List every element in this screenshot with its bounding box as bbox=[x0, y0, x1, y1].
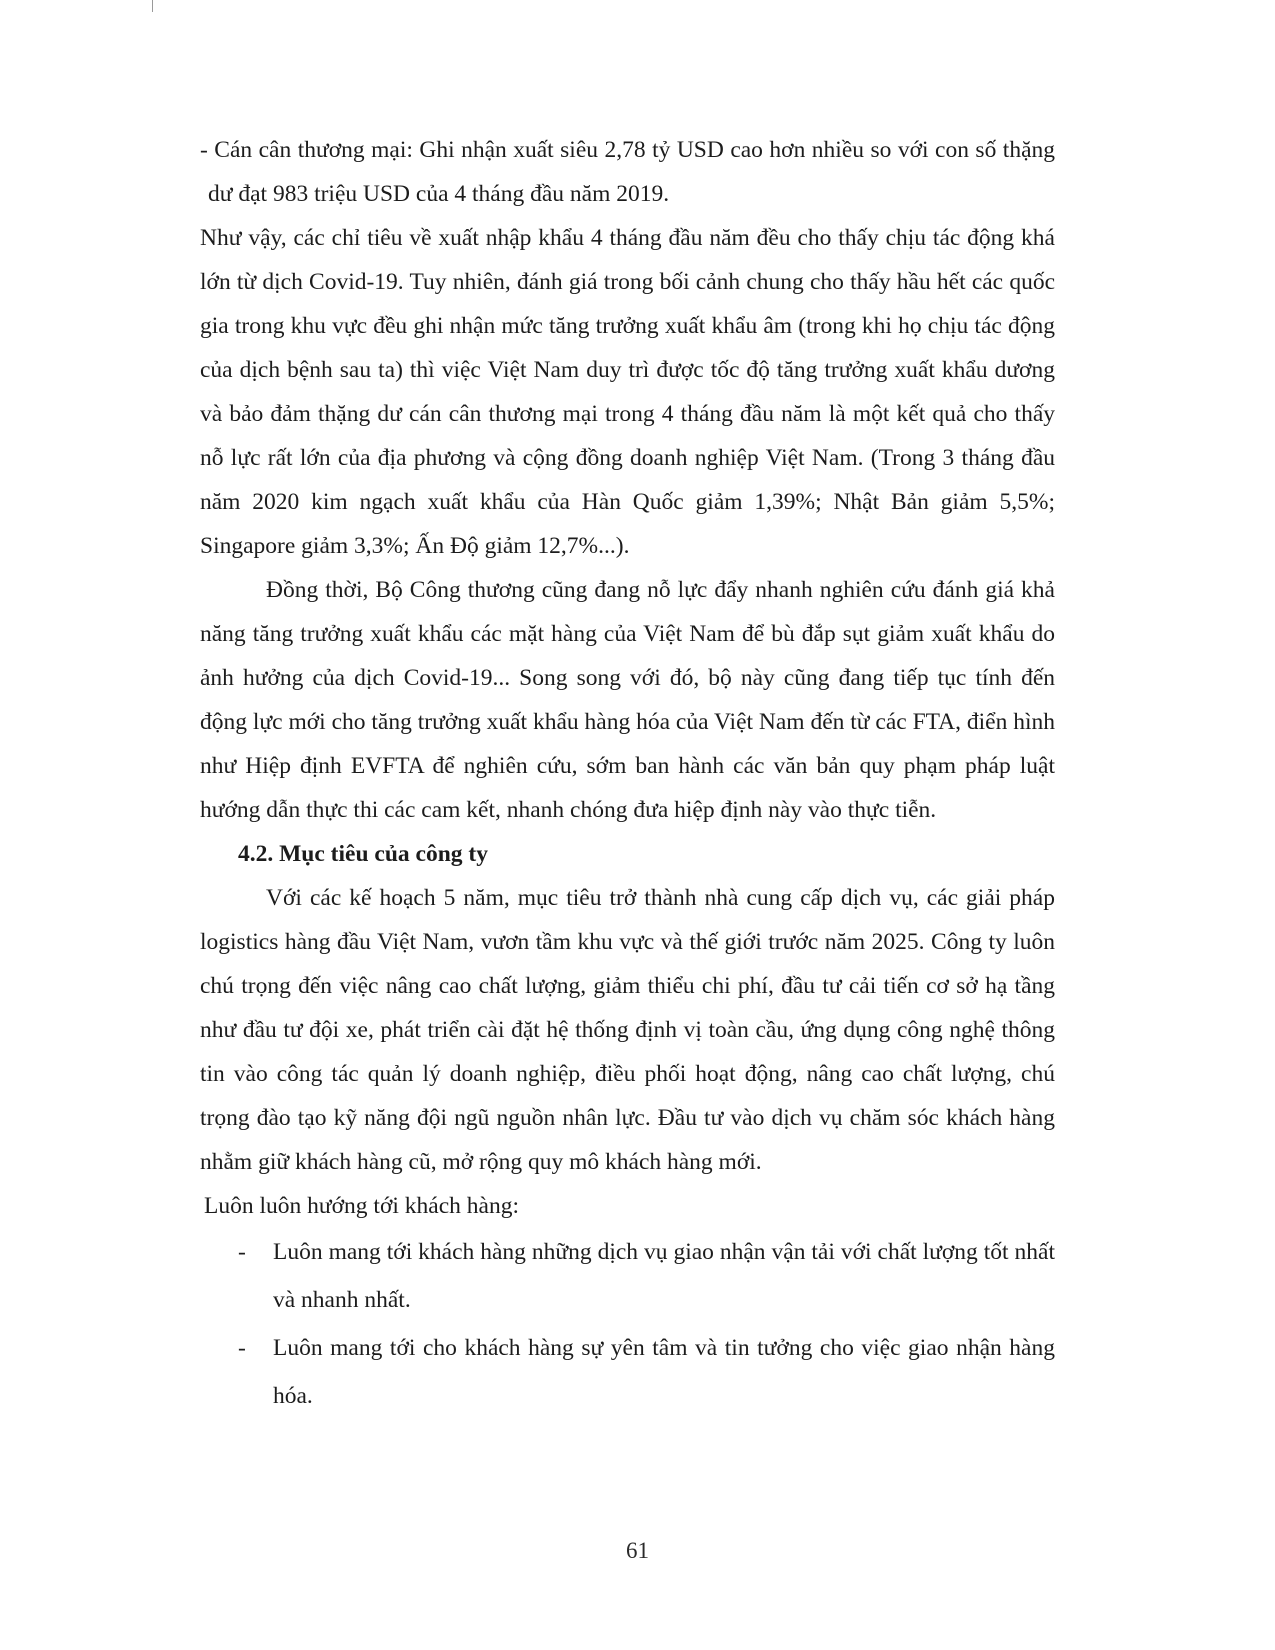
summary-paragraph: Như vậy, các chỉ tiêu về xuất nhập khẩu 4 tháng đầu năm đều cho thấy chịu tác động khá lớn từ dịch Covid-19. Tuy nhiên, đánh giá trong bối cảnh chung cho thấy hầu hết các quốc gia trong khu vực đều ghi nhận mức tăng trưởng xuất khẩu âm (trong khi họ chịu tác động của dịch bệnh sau ta) thì việc Việt Nam duy trì được tốc độ tăng trưởng xuất khẩu dương và bảo đảm thặng dư cán cân thương mại trong 4 tháng đầu năm là một kết quả cho thấy nỗ lực rất lớn của địa phương và cộng đồng doanh nghiệp Việt Nam. (Trong 3 tháng đầu năm 2020 kim ngạch xuất khẩu của Hàn Quốc giảm 1,39%; Nhật Bản giảm 5,5%; Singapore giảm 3,3%; Ấn Độ giảm 12,7%...). bbox=[200, 225, 1055, 559]
scan-mark bbox=[152, 0, 153, 12]
bullet-item bbox=[200, 1324, 1055, 1420]
bullet-dash: - bbox=[238, 1239, 246, 1265]
section-heading: 4.2. Mục tiêu của công ty bbox=[238, 841, 488, 867]
page-body bbox=[200, 128, 1055, 1420]
bullet-dash: - bbox=[238, 1335, 246, 1361]
goals-paragraph: Với các kế hoạch 5 năm, mục tiêu trở thành nhà cung cấp dịch vụ, các giải pháp logistics hàng đầu Việt Nam, vươn tầm khu vực và thế giới trước năm 2025. Công ty luôn chú trọng đến việc nâng cao chất lượng, giảm thiểu chi phí, đầu tư cải tiến cơ sở hạ tầng như đầu tư đội xe, phát triển cài đặt hệ thống định vị toàn cầu, ứng dụng công nghệ thông tin vào công tác quản lý doanh nghiệp, điều phối hoạt động, nâng cao chất lượng, chú trọng đào tạo kỹ năng đội ngũ nguồn nhân lực. Đầu tư vào dịch vụ chăm sóc khách hàng nhằm giữ khách hàng cũ, mở rộng quy mô khách hàng mới. bbox=[200, 885, 1055, 1175]
ministry-paragraph: Đồng thời, Bộ Công thương cũng đang nỗ lực đẩy nhanh nghiên cứu đánh giá khả năng tăng trưởng xuất khẩu các mặt hàng của Việt Nam để bù đắp sụt giảm xuất khẩu do ảnh hưởng của dịch Covid-19... Song song với đó, bộ này cũng đang tiếp tục tính đến động lực mới cho tăng trưởng xuất khẩu hàng hóa của Việt Nam đến từ các FTA, điển hình như Hiệp định EVFTA để nghiên cứu, sớm ban hành các văn bản quy phạm pháp luật hướng dẫn thực thi các cam kết, nhanh chóng đưa hiệp định này vào thực tiễn. bbox=[200, 577, 1055, 823]
bullet-item bbox=[200, 1228, 1055, 1324]
trade-balance-paragraph: - Cán cân thương mại: Ghi nhận xuất siêu 2,78 tỷ USD cao hơn nhiều so với con số thặng dư đạt 983 triệu USD của 4 tháng đầu năm 2019. bbox=[200, 137, 1055, 207]
customer-intro: Luôn luôn hướng tới khách hàng: bbox=[204, 1193, 519, 1219]
bullet-text: Luôn mang tới khách hàng những dịch vụ giao nhận vận tải với chất lượng tốt nhất và nhanh nhất. bbox=[273, 1239, 1055, 1313]
bullet-text: Luôn mang tới cho khách hàng sự yên tâm và tin tưởng cho việc giao nhận hàng hóa. bbox=[273, 1335, 1055, 1409]
page-number: 61 bbox=[626, 1538, 649, 1563]
